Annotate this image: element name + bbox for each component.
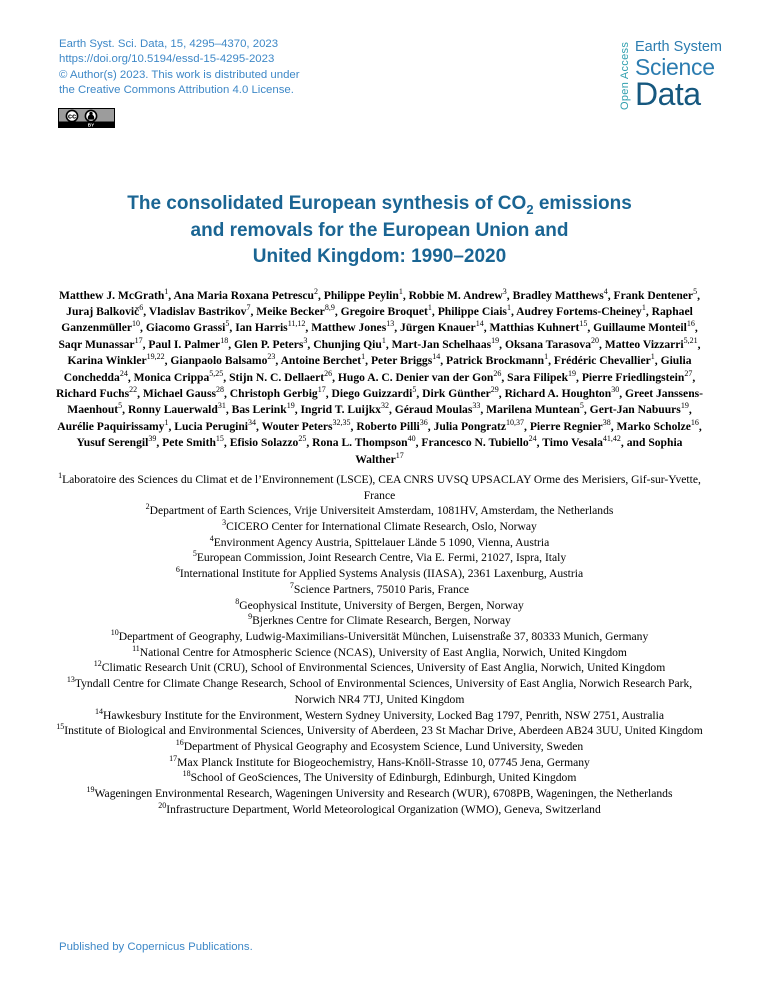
affiliation: $^2$Department of Earth Sciences, Vrije Universiteit Amsterdam, 1081HV, Amsterdam, the Netherlands — [145, 502, 614, 518]
title-line-2: and removals for the European Union and — [190, 219, 569, 241]
author: Chunjing Qiu$^1$ — [313, 335, 386, 351]
author: Dirk Günther$^{29}$ — [422, 385, 499, 400]
author: Roberto Pilli$^{36}$ — [356, 417, 428, 433]
author: Karina Winkler$^{19,22}$ — [67, 352, 165, 368]
author: Francesco N. Tubiello$^{24}$ — [421, 434, 537, 450]
author: Bradley Matthews$^4$ — [512, 286, 608, 302]
logo-earth-system: Earth System — [634, 39, 722, 55]
author: Lucia Perugini$^{34}$ — [174, 417, 257, 433]
author: Aurélie Paquirissamy$^1$ — [57, 417, 169, 433]
author: Gert-Jan Nabuurs$^{19}$ — [589, 401, 689, 417]
author: Patrick Brockmann$^1$ — [446, 352, 549, 368]
affiliation: $^{16}$Department of Physical Geography and Ecosystem Science, Lund University, Sweden — [175, 738, 584, 753]
author: Wouter Peters$^{32,35}$ — [261, 417, 351, 433]
affiliation: $^4$Environment Agency Austria, Spittelauer Lände 5 1090, Vienna, Austria — [209, 533, 550, 549]
author: Pierre Friedlingstein$^{27}$ — [581, 368, 693, 384]
affiliation: $^5$European Commission, Joint Research Centre, Via E. Fermi, 21027, Ispra, Italy — [192, 549, 567, 565]
affiliation-list — [54, 472, 706, 817]
publisher-note[interactable]: Published by Copernicus Publications. — [59, 941, 253, 953]
author: Audrey Fortems-Cheiney$^1$ — [516, 303, 646, 318]
author: Sophia Walther$^{17}$ — [355, 436, 683, 466]
author: Bas Lerink$^{19}$ — [231, 401, 295, 417]
author-list: Matthew J. McGrath$^1$, Ana Maria Roxana Petrescu$^2$, Philippe Peylin$^1$, Robbie M. Andrew$^3$, Bradley Matthews$^4$, Frank Dentener$^5$, Juraj Balkovič$^6$, Vladislav Bastrikov$^7$, Meike Becker$^{8,9}$, Gregoire Broquet$^1$, Philippe Ciais$^1$, Audrey Fortems-Cheiney$^1$, Raphael Ganzenmüller$^{10}$, Giacomo Grassi$^5$, Ian Harris$^{11,12}$, Matthew Jones$^{13}$, Jürgen Knauer$^{14}$, Matthias Kuhnert$^{15}$, Guillaume Monteil$^{16}$, Saqr Munassar$^{17}$, Paul I. Palmer$^{18}$, Glen P. Peters$^3$, Chunjing Qiu$^1$, Mart-Jan Schelhaas$^{19}$, Oksana Tarasova$^{20}$, Matteo Vizzarri$^{5,21}$, Karina Winkler$^{19,22}$, Gianpaolo Balsamo$^{23}$, Antoine Berchet$^1$, Peter Briggs$^{14}$, Patrick Brockmann$^1$, Frédéric Chevallier$^1$, Giulia Conchedda$^{24}$, Monica Crippa$^{5,25}$, Stijn N. C. Dellaert$^{26}$, Hugo A. C. Denier van der Gon$^{26}$, Sara Filipek$^{19}$, Pierre Friedlingstein$^{27}$, Richard Fuchs$^{22}$, Michael Gauss$^{28}$, Christoph Gerbig$^{17}$, Diego Guizzardi$^5$, Dirk Günther$^{29}$, Richard A. Houghton$^{30}$, Greet Janssens-Maenhout$^5$, Ronny Lauerwald$^{31}$, Bas Lerink$^{19}$, Ingrid T. Luijkx$^{32}$, Géraud Moulas$^{33}$, Marilena Muntean$^5$, Gert-Jan Nabuurs$^{19}$, Aurélie Paquirissamy$^1$, Lucia Perugini$^{34}$, Wouter Peters$^{32,35}$, Roberto Pilli$^{36}$, Julia Pongratz$^{10,37}$, Pierre Regnier$^{38}$, Marko Scholze$^{16}$, Yusuf Serengil$^{39}$, Pete Smith$^{15}$, Efisio Solazzo$^{25}$, Rona L. Thompson$^{40}$, Francesco N. Tubiello$^{24}$, Timo Vesala$^{41,42}$, and Sophia Walther$^{17}$ — [55, 286, 704, 466]
author: Julia Pongratz$^{10,37}$ — [433, 417, 525, 433]
affiliation: $^{15}$Institute of Biological and Environmental Sciences, University of Aberdeen, 23 St Machar Drive, Aberdeen AB24 3UU, United Kingdom — [56, 722, 703, 738]
affiliation: $^{20}$Infrastructure Department, World Meteorological Organization (WMO), Geneva, Switzerland — [158, 800, 601, 816]
author: Philippe Ciais$^1$ — [437, 303, 511, 318]
author: Pierre Regnier$^{38}$ — [529, 417, 611, 433]
author: Richard A. Houghton$^{30}$ — [504, 385, 620, 400]
author: Ana Maria Roxana Petrescu$^2$ — [173, 286, 318, 302]
doi-link[interactable]: https://doi.org/10.5194/essd-15-4295-2023 — [59, 53, 275, 66]
author: Gianpaolo Balsamo$^{23}$ — [170, 352, 276, 368]
title-line-1: The consolidated European synthesis of $CO_2$ emissions — [127, 193, 632, 217]
author: Sara Filipek$^{19}$ — [507, 368, 577, 384]
author: Frédéric Chevallier$^1$ — [553, 352, 655, 368]
affiliation: $^{10}$Department of Geography, Ludwig-Maximilians-Universität München, Luisenstraße 37, 80333 Munich, Germany — [110, 628, 649, 643]
affiliation: $^7$Science Partners, 75010 Paris, France — [289, 581, 470, 596]
author: Paul I. Palmer$^{18}$ — [148, 335, 229, 351]
author: Jürgen Knauer$^{14}$ — [400, 319, 484, 335]
title-line-3: United Kingdom: 1990–2020 — [252, 246, 507, 267]
author: Marilena Muntean$^5$ — [486, 401, 584, 417]
author: Richard Fuchs$^{22}$ — [55, 385, 138, 400]
open-access-label: Open Access — [618, 41, 631, 110]
author: Meike Becker$^{8,9}$ — [256, 303, 335, 318]
author: Ronny Lauerwald$^{31}$ — [127, 401, 226, 417]
author: Greet Janssens-Maenhout$^5$ — [67, 386, 704, 417]
author: Matthew Jones$^{13}$ — [311, 319, 395, 335]
author: Matteo Vizzarri$^{5,21}$ — [604, 335, 698, 351]
author: Marko Scholze$^{16}$ — [616, 417, 699, 433]
affiliation: $^{12}$Climatic Research Unit (CRU), School of Environmental Sciences, University of East Anglia, Norwich, United Kingdom — [93, 659, 666, 675]
author: Philippe Peylin$^1$ — [323, 286, 403, 302]
author: Hugo A. C. Denier van der Gon$^{26}$ — [337, 368, 502, 384]
author: Robbie M. Andrew$^3$ — [408, 286, 507, 302]
author: Raphael Ganzenmüller$^{10}$ — [61, 304, 693, 335]
author: Diego Guizzardi$^5$ — [331, 385, 417, 400]
affiliation: $^{18}$School of GeoSciences, The University of Edinburgh, Edinburgh, United Kingdom — [182, 769, 577, 785]
author: Vladislav Bastrikov$^7$ — [148, 303, 251, 318]
author: Peter Briggs$^{14}$ — [370, 352, 441, 368]
affiliation: $^9$Bjerknes Centre for Climate Research, Bergen, Norway — [248, 612, 511, 628]
author: Giacomo Grassi$^5$ — [145, 319, 230, 335]
author: Stijn N. C. Dellaert$^{26}$ — [229, 368, 333, 384]
copyright-line: © Author(s) 2023. This work is distributed under — [59, 68, 300, 81]
affiliation: $^3$CICERO Center for International Climate Research, Oslo, Norway — [222, 518, 537, 534]
affiliation: $^1$Laboratoire des Sciences du Climat et de l’Environnement (LSCE), CEA CNRS UVSQ UPSACLAY Orme des Merisiers, Gif-sur-Yvette, France — [58, 471, 701, 502]
logo-science: Science — [634, 54, 715, 80]
author: Timo Vesala$^{41,42}$ — [542, 434, 621, 450]
svg-text:BY: BY — [87, 122, 95, 128]
author: Frank Dentener$^5$ — [613, 286, 698, 302]
svg-text:cc: cc — [67, 111, 77, 121]
author: Yusuf Serengil$^{39}$ — [76, 434, 157, 450]
author: Matthias Kuhnert$^{15}$ — [489, 319, 588, 335]
author: Christoph Gerbig$^{17}$ — [229, 385, 326, 400]
affiliation: $^{17}$Max Planck Institute for Biogeochemistry, Hans-Knöll-Strasse 10, 07745 Jena, Germany — [169, 753, 590, 769]
author: Géraud Moulas$^{33}$ — [394, 401, 481, 417]
affiliation: $^6$International Institute for Applied Systems Analysis (IIASA), 2361 Laxenburg, Austria — [175, 565, 584, 581]
affiliation: $^8$Geophysical Institute, University of Bergen, Bergen, Norway — [235, 596, 524, 612]
author: Gregoire Broquet$^1$ — [340, 303, 432, 318]
author: Matthew J. McGrath$^1$ — [59, 286, 169, 302]
affiliation: $^{13}$Tyndall Centre for Climate Change Research, School of Environmental Sciences, University of East Anglia, Norwich Research Park, Norwich NR4 7TJ, United Kingdom — [66, 675, 693, 706]
co2-subscript: 2 — [526, 201, 534, 217]
author: Efisio Solazzo$^{25}$ — [229, 434, 307, 450]
author: Guillaume Monteil$^{16}$ — [593, 319, 695, 335]
author: Rona L. Thompson$^{40}$ — [312, 434, 416, 450]
affiliation: $^{19}$Wageningen Environmental Research, Wageningen University and Research (WUR), 6708PB, Wageningen, the Netherlands — [86, 785, 673, 801]
license-line: the Creative Commons Attribution 4.0 License. — [59, 84, 294, 97]
journal-citation: Earth Syst. Sci. Data, 15, 4295–4370, 2023 — [59, 38, 279, 50]
author: Giulia Conchedda$^{24}$ — [63, 354, 692, 384]
author: Ingrid T. Luijkx$^{32}$ — [300, 401, 389, 417]
author: Oksana Tarasova$^{20}$ — [504, 335, 599, 351]
logo-data: Data — [634, 76, 701, 112]
affiliation: $^{11}$National Centre for Atmospheric Science (NCAS), University of East Anglia, Norwich, United Kingdom — [132, 643, 627, 659]
author: Ian Harris$^{11,12}$ — [235, 319, 306, 335]
author: Glen P. Peters$^3$ — [233, 335, 308, 351]
author: Antoine Berchet$^1$ — [280, 352, 366, 368]
author: Saqr Munassar$^{17}$ — [58, 335, 143, 351]
author: Michael Gauss$^{28}$ — [142, 385, 224, 400]
affiliation: $^{14}$Hawkesbury Institute for the Environment, Western Sydney University, Locked Bag 1797, Penrith, NSW 2751, Australia — [94, 706, 665, 722]
author: Monica Crippa$^{5,25}$ — [133, 368, 224, 384]
author: Pete Smith$^{15}$ — [162, 434, 224, 450]
author: Juraj Balkovič$^6$ — [66, 303, 144, 318]
page-title — [0, 191, 759, 271]
author: Mart-Jan Schelhaas$^{19}$ — [391, 335, 500, 351]
